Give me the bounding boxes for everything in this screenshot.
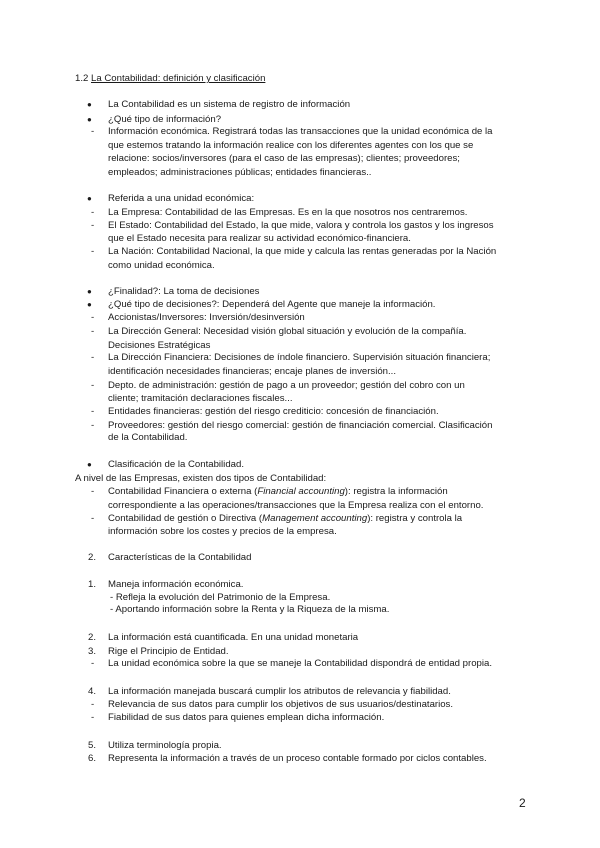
text-line: La información manejada buscará cumplir los atributos de relevancia y fiabilidad. [108,686,451,697]
text-line: Características de la Contabilidad [108,552,252,563]
dash-marker: - [91,513,95,524]
text-line: ¿Qué tipo de decisiones?: Dependerá del Agente que maneje la información. [108,299,436,310]
text-line: La unidad económica sobre la que se maneje la Contabilidad dispondrá de entidad propia. [108,658,493,669]
bullet-marker: ● [87,300,92,309]
list-number: 1. [88,579,97,590]
text-line: Depto. de administración: gestión de pago a un proveedor; gestión del cobro con un [108,380,465,391]
text-line: cliente; tramitación declaraciones fiscales... [108,393,293,404]
dash-marker: - [91,312,95,323]
text-line: Clasificación de la Contabilidad. [108,459,244,470]
dash-marker: - [91,406,95,417]
text-line: Accionistas/Inversores: Inversión/desinversión [108,312,305,323]
text-line: La información está cuantificada. En una unidad monetaria [108,632,359,643]
text-line: Utiliza terminología propia. [108,740,222,751]
text-line: como unidad económica. [108,260,215,271]
dash-marker: - [91,420,95,431]
text-line: La Dirección General: Necesidad visión global situación y evolución de la compañía. [108,326,467,337]
dash-marker: - [91,352,95,363]
text-line: empleados; administraciones públicas; entidades financieras.. [108,167,372,178]
heading-title: La Contabilidad: definición y clasificación [91,73,266,84]
dash-marker: - [91,246,95,257]
list-number: 3. [88,646,97,657]
heading [75,73,265,85]
text-line: ¿Qué tipo de información? [108,114,222,125]
dash-marker: - [91,380,95,391]
dash-marker: - [91,326,95,337]
text-line: Fiabilidad de sus datos para quienes emplean dicha información. [108,712,385,723]
text-line: La Nación: Contabilidad Nacional, la que mide y calcula las rentas generadas por la Nación [108,246,497,257]
text-line: correspondiente a las operaciones/transacciones que la Empresa realiza con el entorno. [108,500,484,511]
page-number: 2 [519,796,526,810]
list-number: 5. [88,740,97,751]
text-line: ¿Finalidad?: La toma de decisiones [108,286,260,297]
list-number: 2. [88,632,97,643]
text-line: información sobre los costes y precios de la empresa. [108,526,337,537]
text-line: La Contabilidad es un sistema de registro de información [108,99,351,110]
text-line: Entidades financieras: gestión del riesgo crediticio: concesión de financiación. [108,406,439,417]
text-line: Contabilidad Financiera o externa (Financial accounting): registra la información [108,486,448,497]
text-line: identificación necesidades financieras; encaje planes de inversión... [108,366,396,377]
text-line: que el Estado necesita para realizar su actividad económico-financiera. [108,233,411,244]
list-number: 4. [88,686,97,697]
text-line: A nivel de las Empresas, existen dos tipos de Contabilidad: [75,473,327,484]
text-line: Rige el Principio de Entidad. [108,646,229,657]
text-line: La Empresa: Contabilidad de las Empresas. Es en la que nosotros nos centraremos. [108,207,468,218]
bullet-marker: ● [87,460,92,469]
text-line: Información económica. Registrará todas las transacciones que la unidad económica de la [108,126,493,137]
dash-marker: - [91,486,95,497]
dash-marker: - [91,126,95,137]
text-line: Representa la información a través de un proceso contable formado por ciclos contables. [108,753,487,764]
text-line: Maneja información económica. [108,579,244,590]
text-line: - Refleja la evolución del Patrimonio de la Empresa. [110,592,331,603]
dash-marker: - [91,207,95,218]
list-number: 2. [88,552,97,563]
text-line: de la Contabilidad. [108,432,188,443]
text-line: Decisiones Estratégicas [108,340,211,351]
text-line: - Aportando información sobre la Renta y la Riqueza de la misma. [110,604,390,615]
dash-marker: - [91,699,95,710]
bullet-marker: ● [87,115,92,124]
text-line: que estemos tratando la información realice con los diferentes agentes con los que se [108,140,474,151]
list-number: 6. [88,753,97,764]
bullet-marker: ● [87,194,92,203]
text-line: El Estado: Contabilidad del Estado, la que mide, valora y controla los gastos y los ingresos [108,220,494,231]
text-line: Referida a una unidad económica: [108,193,255,204]
bullet-marker: ● [87,287,92,296]
text-line: La Dirección Financiera: Decisiones de índole financiero. Supervisión situación financiera; [108,352,491,363]
text-line: Contabilidad de gestión o Directiva (Management accounting): registra y controla la [108,513,463,524]
text-line: Relevancia de sus datos para cumplir los objetivos de sus usuarios/destinatarios. [108,699,454,710]
dash-marker: - [91,712,95,723]
dash-marker: - [91,220,95,231]
text-line: relacione: socios/inversores (para el caso de las empresas); clientes; proveedores; [108,153,460,164]
heading-number: 1.2 [75,73,89,84]
text-line: Proveedores: gestión del riesgo comercial: gestión de financiación comercial. Clasificación [108,420,493,431]
dash-marker: - [91,658,95,669]
bullet-marker: ● [87,100,92,109]
